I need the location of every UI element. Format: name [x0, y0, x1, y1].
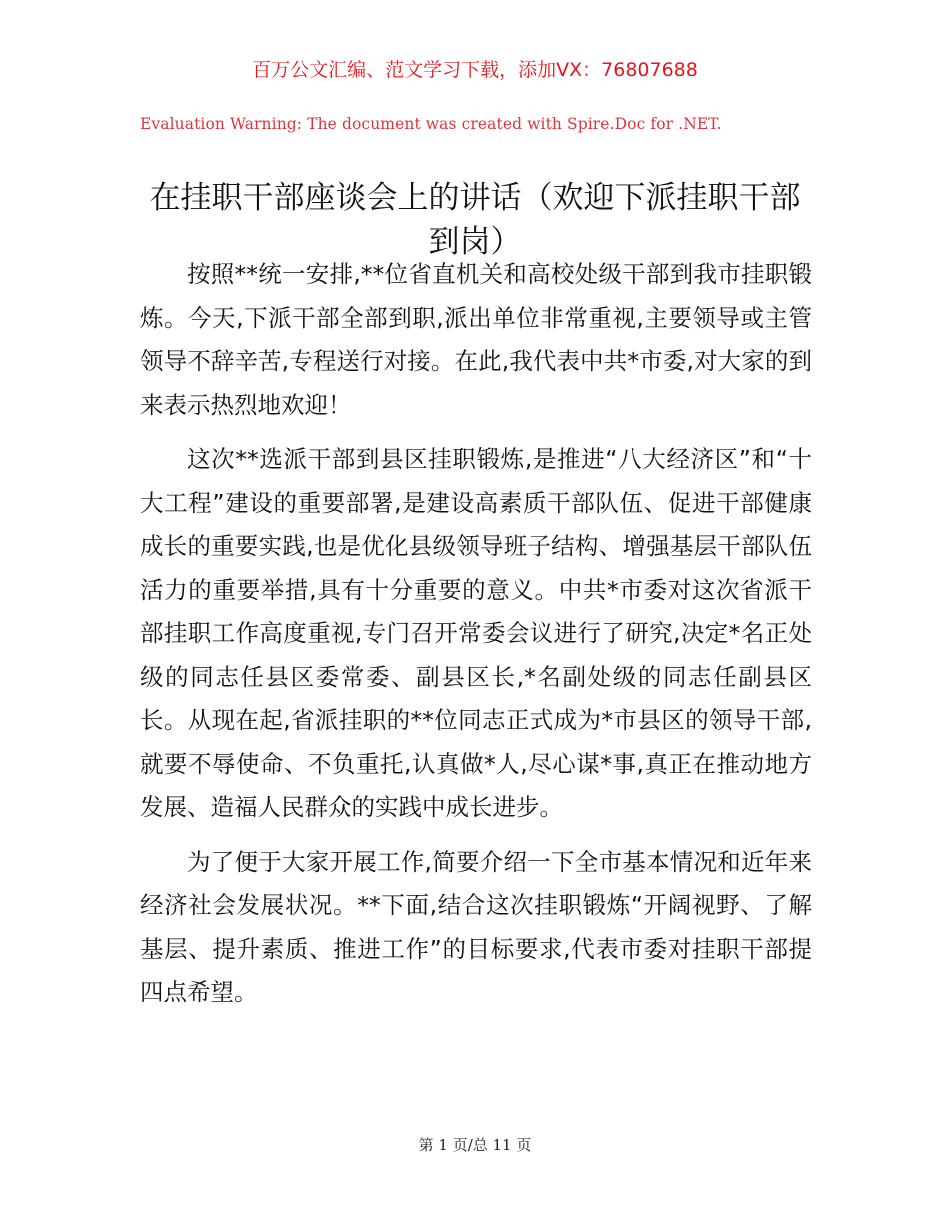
page-number-footer: 第 1 页/总 11 页 — [418, 1136, 532, 1154]
evaluation-warning: Evaluation Warning: The document was created with Spire.Doc for .NET. — [140, 115, 722, 133]
ad-header-text: 百万公文汇编、范文学习下载，添加VX：76807688 — [252, 59, 698, 81]
document-body — [140, 253, 812, 1026]
paragraph-2: 这次**选派干部到县区挂职锻炼,是推进“八大经济区”和“十大工程”建设的重要部署,是建设高素质干部队伍、促进干部健康成长的重要实践,也是优化县级领导班子结构、增强基层干部队伍活力的重要举措,具有十分重要的意义。中共*市委对这次省派干部挂职工作高度重视,专门召开常委会议进行了研究,决定*名正处级的同志任县区委常委、副县区长,*名副处级的同志任副县区长。从现在起,省派挂职的**位同志正式成为*市县区的领导干部,就要不辱使命、不负重托,认真做*人,尽心谋*事,真正在推动地方发展、造福人民群众的实践中成长进步。 — [140, 445, 812, 821]
document-title: 在挂职干部座谈会上的讲话（欢迎下派挂职干部到岗） — [149, 179, 801, 260]
paragraph-1: 按照**统一安排,**位省直机关和高校处级干部到我市挂职锻炼。今天,下派干部全部到职,派出单位非常重视,主要领导或主管领导不辞辛苦,专程送行对接。在此,我代表中共*市委,对大家的到来表示热烈地欢迎！ — [140, 260, 812, 419]
paragraph-3: 为了便于大家开展工作,简要介绍一下全市基本情况和近年来经济社会发展状况。**下面,结合这次挂职锻炼“开阔视野、了解基层、提升素质、推进工作”的目标要求,代表市委对挂职干部提四点希望。 — [140, 847, 812, 1006]
